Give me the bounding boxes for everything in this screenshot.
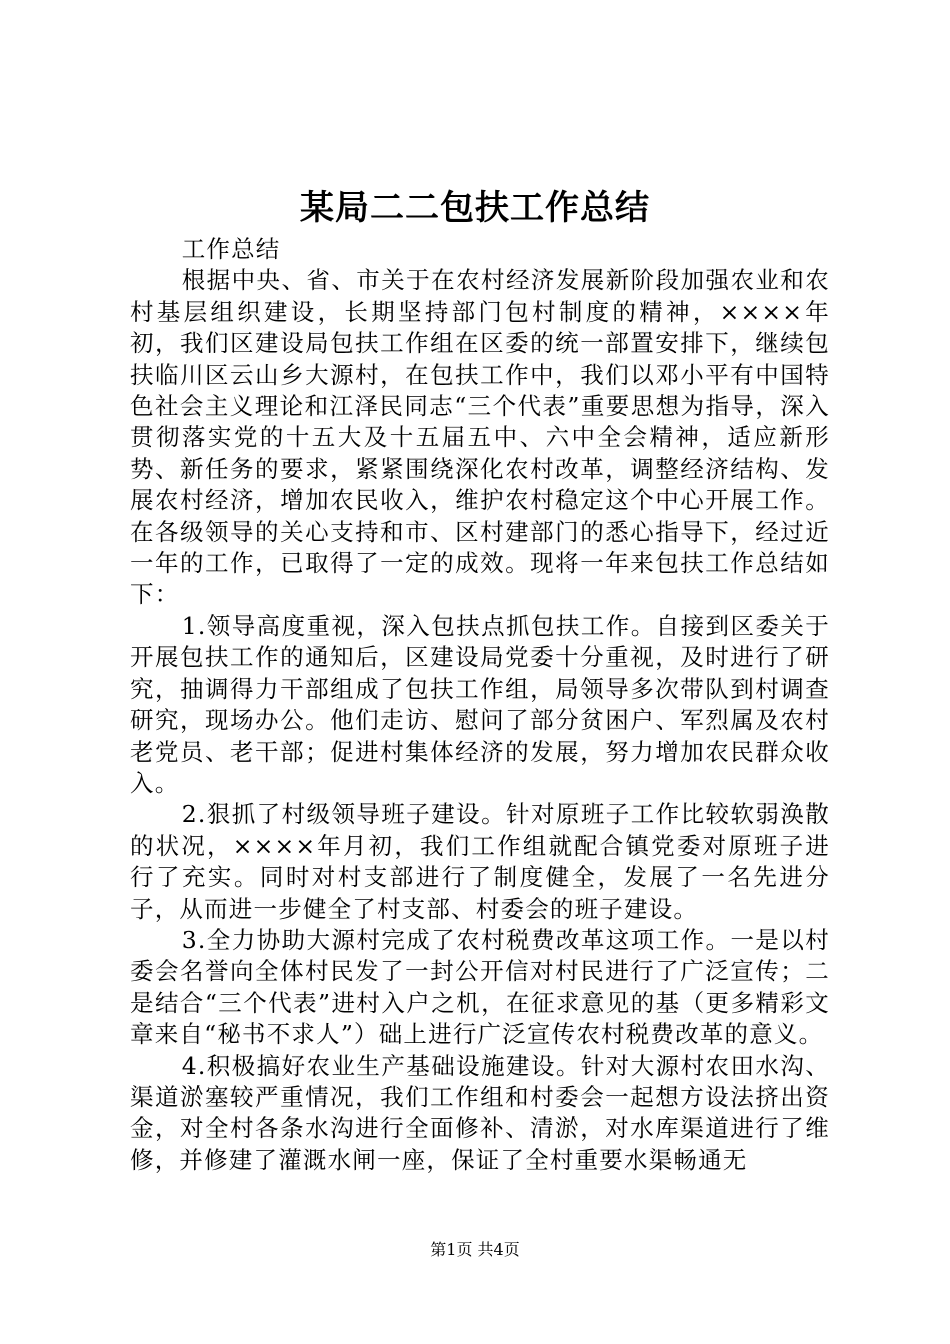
paragraph-item-3: 3.全力协助大源村完成了农村税费改革这项工作。一是以村委会名誉向全体村民发了一封公开信对村民进行了广泛宣传；二是结合“三个代表”进村入户之机，在征求意见的基（更多精彩文章来自“秘书不求人”）础上进行广泛宣传农村税费改革的意义。 [130, 925, 830, 1049]
document-title: 某局二二包扶工作总结 [300, 188, 650, 228]
paragraph-intro: 根据中央、省、市关于在农村经济发展新阶段加强农业和农村基层组织建设，长期坚持部门包村制度的精神，××××年初，我们区建设局包扶工作组在区委的统一部置安排下，继续包扶临川区云山乡大源村，在包扶工作中，我们以邓小平有中国特色社会主义理论和江泽民同志“三个代表”重要思想为指导，深入贯彻落实党的十五大及十五届五中、六中全会精神，适应新形势、新任务的要求，紧紧围绕深化农村改革，调整经济结构、发展农村经济，增加农民收入，维护农村稳定这个中心开展工作。在各级领导的关心支持和市、区村建部门的悉心指导下，经过近一年的工作，已取得了一定的成效。现将一年来包扶工作总结如下： [130, 266, 830, 609]
paragraph-item-1: 1.领导高度重视，深入包扶点抓包扶工作。自接到区委关于开展包扶工作的通知后，区建设局党委十分重视，及时进行了研究，抽调得力干部组成了包扶工作组，局领导多次带队到村调查研究，现场办公。他们走访、慰问了部分贫困户、军烈属及农村老党员、老干部；促进村集体经济的发展，努力增加农民群众收入。 [130, 611, 830, 797]
document-body [130, 234, 830, 1176]
page-footer: 第1页 共4页 [430, 1240, 520, 1259]
paragraph-heading: 工作总结 [181, 235, 281, 263]
paragraph-item-2: 2.狠抓了村级领导班子建设。针对原班子工作比较软弱涣散的状况，××××年月初，我们工作组就配合镇党委对原班子进行了充实。同时对村支部进行了制度健全，发展了一名先进分子，从而进一步健全了村支部、村委会的班子建设。 [130, 800, 830, 923]
paragraph-item-4: 4.积极搞好农业生产基础设施建设。针对大源村农田水沟、渠道淤塞较严重情况，我们工作组和村委会一起想方设法挤出资金，对全村各条水沟进行全面修补、清淤，对水库渠道进行了维修，并修建了灌溉水闸一座，保证了全村重要水渠畅通无 [130, 1051, 830, 1174]
